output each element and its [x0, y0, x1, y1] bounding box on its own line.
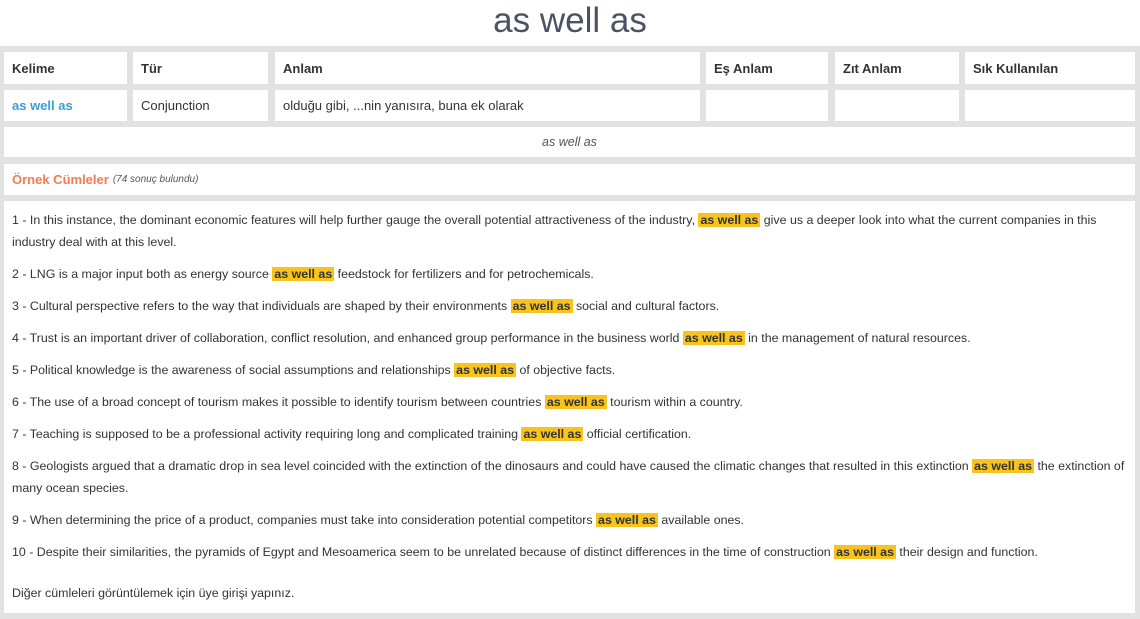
example-sentence	[12, 327, 1127, 349]
highlighted-phrase: as well as	[546, 395, 605, 409]
pronunciation-row: as well as	[4, 127, 1135, 157]
sentence-text: in the management of natural resources.	[744, 331, 971, 345]
highlighted-phrase: as well as	[700, 213, 759, 227]
sentence-text: feedstock for fertilizers and for petrochemicals.	[334, 267, 594, 281]
example-sentence	[12, 295, 1127, 317]
sentence-text: official certification.	[583, 427, 692, 441]
word-antonym	[835, 90, 959, 121]
sentence-text: social and cultural factors.	[572, 299, 720, 313]
example-sentence	[12, 263, 1127, 285]
sentence-text: available ones.	[657, 513, 745, 527]
word-common	[965, 90, 1135, 121]
header-sik-kullanilan: Sık Kullanılan	[965, 52, 1135, 84]
sentence-text: 2 - LNG is a major input both as energy source	[12, 267, 273, 281]
sentence-text: 9 - When determining the price of a product, companies must take into consideration potential competitors	[12, 513, 597, 527]
example-sentence	[12, 423, 1127, 445]
word-meaning: olduğu gibi, ...nin yanısıra, buna ek olarak	[275, 90, 700, 121]
word-link[interactable]: as well as	[4, 90, 127, 121]
title-bar	[0, 0, 1140, 46]
header-tur: Tür	[133, 52, 268, 84]
header-es-anlam: Eş Anlam	[706, 52, 828, 84]
header-zit-anlam: Zıt Anlam	[835, 52, 959, 84]
highlighted-phrase: as well as	[598, 513, 656, 527]
sentence-text: 10 - Despite their similarities, the pyramids of Egypt and Mesoamerica seem to be unrelated because of distinct differences in the time of construction	[12, 545, 835, 559]
login-prompt[interactable]: Diğer cümleleri görüntülemek için üye girişi yapınız.	[12, 586, 295, 600]
header-kelime: Kelime	[4, 52, 127, 84]
examples-header	[4, 164, 1135, 195]
example-sentence	[12, 509, 1127, 531]
examples-label: Örnek Cümleler	[12, 172, 109, 187]
examples-count: (74 sonuç bulundu)	[112, 174, 199, 185]
word-type: Conjunction	[133, 90, 268, 121]
highlighted-phrase: as well as	[456, 363, 515, 377]
example-sentence	[12, 391, 1127, 413]
sentence-text: of objective facts.	[516, 363, 616, 377]
sentence-text: 6 - The use of a broad concept of tourism makes it possible to identify tourism between countries	[12, 395, 545, 409]
example-sentence	[12, 359, 1127, 381]
sentence-text: the extinction of many ocean species.	[12, 459, 1125, 495]
sentence-text: 8 - Geologists argued that a dramatic drop in sea level coincided with the extinction of the dinosaurs and could have caused the climatic changes that resulted in this extinction	[12, 459, 973, 473]
examples-list	[4, 201, 1135, 613]
example-sentence	[12, 209, 1127, 253]
highlighted-phrase: as well as	[512, 299, 571, 313]
example-sentence	[12, 455, 1127, 499]
word-synonym	[706, 90, 828, 121]
sentence-text: give us a deeper look into what the current companies in this industry deal with at this level.	[12, 213, 1097, 249]
highlighted-phrase: as well as	[836, 545, 894, 559]
page-title: as well as	[493, 1, 647, 40]
sentence-text: 1 - In this instance, the dominant economic features will help further gauge the overall potential attractiveness of the industry,	[12, 213, 699, 227]
sentence-text: 5 - Political knowledge is the awareness of social assumptions and relationships	[12, 363, 455, 377]
highlighted-phrase: as well as	[274, 267, 333, 281]
example-sentence	[12, 541, 1127, 563]
sentence-text: their design and function.	[895, 545, 1038, 559]
highlighted-phrase: as well as	[523, 427, 582, 441]
highlighted-phrase: as well as	[684, 331, 743, 345]
sentence-text: tourism within a country.	[606, 395, 743, 409]
sentence-text: 3 - Cultural perspective refers to the way that individuals are shaped by their environments	[12, 299, 511, 313]
sentence-text: 7 - Teaching is supposed to be a professional activity requiring long and complicated training	[12, 427, 522, 441]
header-anlam: Anlam	[275, 52, 700, 84]
sentence-text: 4 - Trust is an important driver of collaboration, conflict resolution, and enhanced group performance in the business world	[12, 331, 683, 345]
highlighted-phrase: as well as	[974, 459, 1033, 473]
